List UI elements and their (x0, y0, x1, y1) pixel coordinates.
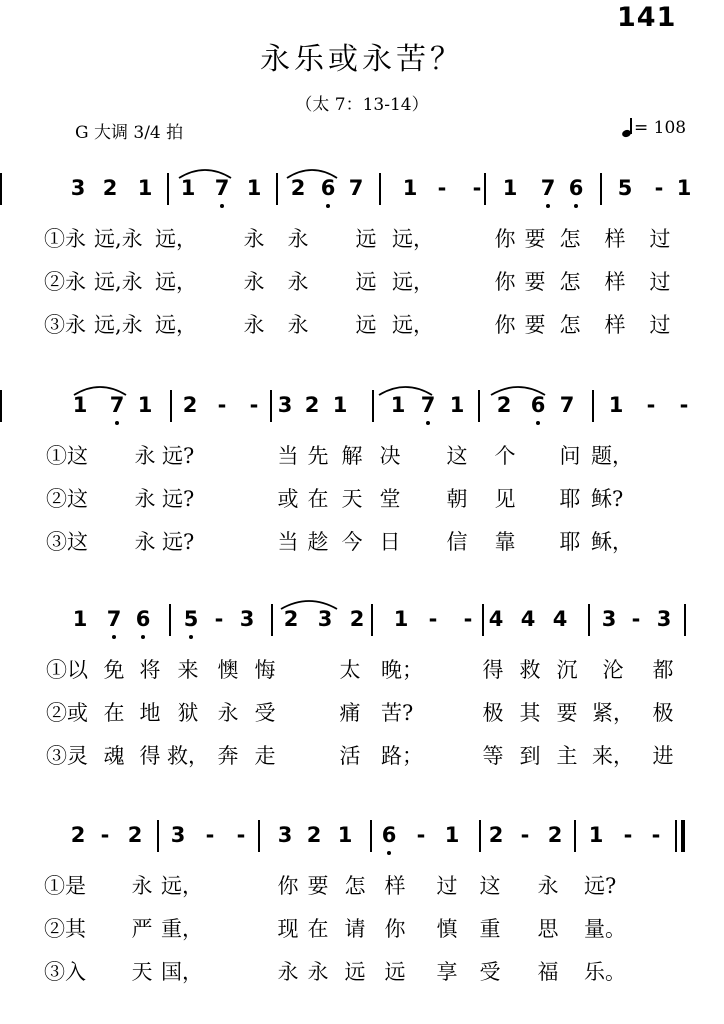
lyric-syllable: 怎 (344, 874, 366, 898)
slur (73, 382, 127, 404)
barline (675, 820, 677, 852)
lyric-syllable: 远， (392, 270, 434, 294)
lyric-syllable: 永 (243, 313, 265, 337)
barline (157, 820, 159, 852)
lyric-syllable: ③这 (46, 530, 88, 554)
note: 2 (496, 393, 512, 417)
hold-dash: - (249, 393, 259, 417)
note: 7 (559, 393, 575, 417)
slur (286, 165, 338, 187)
lyric-syllable: 到 (519, 744, 541, 768)
barline (588, 604, 590, 636)
lyric-syllable: 远 (355, 270, 377, 294)
lyric-syllable: 你 (277, 874, 299, 898)
lyric-line-2 (0, 913, 724, 941)
lyric-syllable: ③灵 (46, 744, 88, 768)
lyric-syllable: 先 (307, 444, 329, 468)
lyric-syllable: 在 (307, 487, 329, 511)
note: 3 (601, 607, 617, 631)
lyric-syllable: 永 (287, 270, 309, 294)
lyric-syllable: 远， (155, 313, 197, 337)
lyric-syllable: 在 (307, 917, 329, 941)
lyric-syllable: 这 (479, 874, 501, 898)
lyric-syllable: ②永 (44, 270, 86, 294)
low-octave-dot (326, 204, 330, 208)
barline (370, 820, 372, 852)
lyric-syllable: 极 (482, 701, 504, 725)
barline (379, 173, 381, 205)
low-octave-dot (426, 421, 430, 425)
lyric-syllable: 得 (482, 658, 504, 682)
note: 2 (127, 823, 143, 847)
lyric-syllable: 乐。 (584, 960, 626, 984)
lyric-line-2 (0, 266, 724, 294)
note: 3 (70, 176, 86, 200)
lyric-syllable: 或 (277, 487, 299, 511)
hold-dash: - (631, 607, 641, 631)
lyric-line-2 (0, 697, 724, 725)
lyric-syllable: 你 (494, 313, 516, 337)
lyric-syllable: 懊 (217, 658, 239, 682)
lyric-syllable: 你 (494, 270, 516, 294)
note: 4 (552, 607, 568, 631)
lyric-syllable: 稣， (591, 530, 633, 554)
note: 6 (568, 176, 584, 200)
notation-row (0, 604, 724, 644)
barline (684, 604, 686, 636)
lyric-syllable: 救 (519, 658, 541, 682)
lyric-syllable: 要 (524, 313, 546, 337)
lyric-line-3 (0, 740, 724, 768)
lyric-syllable: 当 (277, 444, 299, 468)
barline (270, 390, 272, 422)
lyric-syllable: 慎 (436, 917, 458, 941)
hold-dash: - (416, 823, 426, 847)
lyric-syllable: 过 (649, 313, 671, 337)
lyric-syllable: 走 (254, 744, 276, 768)
lyric-syllable: 奔 (217, 744, 239, 768)
note: 1 (588, 823, 604, 847)
hold-dash: - (463, 607, 473, 631)
lyric-syllable: 远， (392, 227, 434, 251)
lyric-syllable: 远 (384, 960, 406, 984)
barline (276, 173, 278, 205)
barline (600, 173, 602, 205)
lyric-syllable: 远， (155, 227, 197, 251)
note: 7 (540, 176, 556, 200)
note: 1 (137, 393, 153, 417)
barline (169, 604, 171, 636)
lyric-syllable: 日 (379, 530, 401, 554)
lyric-syllable: 在 (103, 701, 125, 725)
hold-dash: - (651, 823, 661, 847)
lyric-syllable: ②这 (46, 487, 88, 511)
lyric-line-1 (0, 440, 724, 468)
lyric-syllable: 远 (344, 960, 366, 984)
lyric-syllable: 太 (339, 658, 361, 682)
lyric-syllable: 重， (161, 917, 203, 941)
note: 1 (444, 823, 460, 847)
lyric-syllable: 过 (649, 227, 671, 251)
hold-dash: - (428, 607, 438, 631)
lyric-syllable: 堂 (379, 487, 401, 511)
slur (178, 165, 232, 187)
lyric-syllable: 远 (355, 313, 377, 337)
note: 2 (547, 823, 563, 847)
note: 2 (102, 176, 118, 200)
barline (170, 390, 172, 422)
barline (371, 604, 373, 636)
lyric-syllable: 等 (482, 744, 504, 768)
lyric-syllable: ③入 (44, 960, 86, 984)
note: 2 (290, 176, 306, 200)
lyric-syllable: ①以 (46, 658, 88, 682)
lyric-line-3 (0, 309, 724, 337)
note: 1 (676, 176, 692, 200)
lyric-syllable: 都 (652, 658, 674, 682)
barline (372, 390, 374, 422)
final-barline (681, 820, 685, 852)
lyric-line-3 (0, 526, 724, 554)
note: 1 (608, 393, 624, 417)
note: 1 (332, 393, 348, 417)
barline (574, 820, 576, 852)
barline (484, 173, 486, 205)
hold-dash: - (646, 393, 656, 417)
low-octave-dot (189, 635, 193, 639)
barline (167, 173, 169, 205)
lyric-syllable: 永 (134, 444, 156, 468)
note: 4 (488, 607, 504, 631)
note: 1 (72, 607, 88, 631)
note: 7 (106, 607, 122, 631)
lyric-syllable: 样 (604, 313, 626, 337)
quarter-note-icon (622, 118, 634, 138)
lyric-syllable: 耶 (559, 530, 581, 554)
low-octave-dot (141, 635, 145, 639)
note: 1 (246, 176, 262, 200)
note: 1 (449, 393, 465, 417)
tempo-value: = 108 (634, 118, 687, 138)
slur (378, 382, 433, 404)
low-octave-dot (574, 204, 578, 208)
lyric-syllable: 远， (155, 270, 197, 294)
lyric-syllable: 重 (479, 917, 501, 941)
lyric-syllable: 将 (139, 658, 161, 682)
lyric-syllable: 今 (341, 530, 363, 554)
hold-dash: - (100, 823, 110, 847)
hymn-number: 141 (617, 2, 677, 33)
lyric-syllable: 享 (436, 960, 458, 984)
lyric-syllable: 天 (131, 960, 153, 984)
lyric-syllable: 极 (652, 701, 674, 725)
lyric-syllable: 样 (384, 874, 406, 898)
lyric-syllable: 魂 (103, 744, 125, 768)
lyric-syllable: 请 (344, 917, 366, 941)
lyric-syllable: 过 (649, 270, 671, 294)
barline (482, 604, 484, 636)
lyric-syllable: 悔 (254, 658, 276, 682)
hold-dash: - (472, 176, 482, 200)
lyric-syllable: 苦? (381, 701, 414, 725)
lyric-syllable: 永 (277, 960, 299, 984)
lyric-syllable: 地 (139, 701, 161, 725)
lyric-syllable: 远 (355, 227, 377, 251)
lyric-syllable: 主 (556, 744, 578, 768)
lyric-syllable: ①永 (44, 227, 86, 251)
lyric-syllable: 朝 (446, 487, 468, 511)
lyric-syllable: 路； (381, 744, 423, 768)
note: 6 (135, 607, 151, 631)
lyric-syllable: 信 (446, 530, 468, 554)
lyric-syllable: 沉 (556, 658, 578, 682)
lyric-syllable: 远， (392, 313, 434, 337)
note: 5 (183, 607, 199, 631)
low-octave-dot (536, 421, 540, 425)
note: 2 (306, 823, 322, 847)
lyric-syllable: 思 (537, 917, 559, 941)
lyric-syllable: 样 (604, 270, 626, 294)
note: 3 (656, 607, 672, 631)
lyric-syllable: 你 (384, 917, 406, 941)
lyric-syllable: 样 (604, 227, 626, 251)
lyric-syllable: 活 (339, 744, 361, 768)
lyric-syllable: 过 (436, 874, 458, 898)
hold-dash: - (679, 393, 689, 417)
lyric-syllable: 永 (243, 270, 265, 294)
hold-dash: - (205, 823, 215, 847)
lyric-syllable: 稣? (591, 487, 624, 511)
lyric-syllable: 怎 (559, 313, 581, 337)
note: 3 (277, 393, 293, 417)
lyric-syllable: 来， (592, 744, 634, 768)
lyric-syllable: 个 (494, 444, 516, 468)
lyric-syllable: 要 (524, 270, 546, 294)
note: 2 (182, 393, 198, 417)
low-octave-dot (115, 421, 119, 425)
lyric-line-1 (0, 870, 724, 898)
lyric-syllable: 远? (162, 444, 195, 468)
note: 7 (214, 176, 230, 200)
low-octave-dot (546, 204, 550, 208)
hold-dash: - (437, 176, 447, 200)
lyric-syllable: 当 (277, 530, 299, 554)
lyric-syllable: 远,永 (94, 270, 143, 294)
note: 2 (304, 393, 320, 417)
note: 1 (393, 607, 409, 631)
note: 1 (402, 176, 418, 200)
slur (490, 382, 546, 404)
lyric-line-3 (0, 956, 724, 984)
barline (0, 173, 2, 205)
lyric-line-2 (0, 483, 724, 511)
lyric-syllable: 要 (556, 701, 578, 725)
lyric-line-1 (0, 223, 724, 251)
note: 5 (617, 176, 633, 200)
lyric-syllable: 远? (162, 487, 195, 511)
lyric-syllable: 远? (162, 530, 195, 554)
lyric-syllable: 永 (287, 313, 309, 337)
barline (479, 820, 481, 852)
lyric-syllable: 远? (584, 874, 617, 898)
lyric-syllable: 怎 (559, 227, 581, 251)
lyric-syllable: 天 (341, 487, 363, 511)
lyric-syllable: 解 (341, 444, 363, 468)
lyric-syllable: 来 (177, 658, 199, 682)
lyric-syllable: 远， (161, 874, 203, 898)
lyric-syllable: 要 (307, 874, 329, 898)
note: 2 (488, 823, 504, 847)
tempo-marking (622, 118, 686, 138)
note: 3 (170, 823, 186, 847)
note: 1 (180, 176, 196, 200)
lyric-syllable: 你 (494, 227, 516, 251)
note: 7 (420, 393, 436, 417)
notation-row (0, 173, 724, 213)
lyric-syllable: 远,永 (94, 227, 143, 251)
hold-dash: - (214, 607, 224, 631)
note: 1 (502, 176, 518, 200)
lyric-syllable: 永 (307, 960, 329, 984)
lyric-syllable: 要 (524, 227, 546, 251)
lyric-syllable: 严 (131, 917, 153, 941)
lyric-syllable: 狱 (177, 701, 199, 725)
note: 7 (109, 393, 125, 417)
lyric-syllable: 永 (287, 227, 309, 251)
lyric-syllable: 问 (559, 444, 581, 468)
lyric-syllable: 这 (446, 444, 468, 468)
note: 6 (381, 823, 397, 847)
note: 7 (348, 176, 364, 200)
barline (271, 604, 273, 636)
barline (0, 390, 2, 422)
hold-dash: - (654, 176, 664, 200)
hold-dash: - (236, 823, 246, 847)
lyric-syllable: 现 (277, 917, 299, 941)
lyric-syllable: 永 (131, 874, 153, 898)
lyric-syllable: 国， (161, 960, 203, 984)
low-octave-dot (112, 635, 116, 639)
lyric-syllable: 永 (134, 530, 156, 554)
note: 1 (390, 393, 406, 417)
hymn-title: 永乐或永苦？ (260, 42, 464, 77)
lyric-syllable: ②或 (46, 701, 88, 725)
lyric-syllable: ①这 (46, 444, 88, 468)
notation-row (0, 820, 724, 860)
lyric-syllable: 决 (379, 444, 401, 468)
hold-dash: - (623, 823, 633, 847)
note: 2 (70, 823, 86, 847)
low-octave-dot (220, 204, 224, 208)
note: 6 (530, 393, 546, 417)
lyric-syllable: ②其 (44, 917, 86, 941)
lyric-syllable: 其 (519, 701, 541, 725)
lyric-syllable: 趁 (307, 530, 329, 554)
hold-dash: - (217, 393, 227, 417)
barline (478, 390, 480, 422)
lyric-syllable: 永 (217, 701, 239, 725)
lyric-syllable: 靠 (494, 530, 516, 554)
barline (592, 390, 594, 422)
note: 3 (317, 607, 333, 631)
note: 3 (239, 607, 255, 631)
notation-row (0, 390, 724, 430)
key-time-signature: G 大调 3/4 拍 (75, 123, 184, 143)
low-octave-dot (387, 851, 391, 855)
lyric-syllable: 痛 (339, 701, 361, 725)
lyric-syllable: 福 (537, 960, 559, 984)
note: 1 (72, 393, 88, 417)
lyric-syllable: 永 (243, 227, 265, 251)
lyric-syllable: 永 (134, 487, 156, 511)
note: 4 (520, 607, 536, 631)
lyric-syllable: 耶 (559, 487, 581, 511)
lyric-syllable: ①是 (44, 874, 86, 898)
note: 6 (320, 176, 336, 200)
lyric-syllable: 紧， (592, 701, 634, 725)
lyric-syllable: 晚； (381, 658, 423, 682)
scripture-reference: （太 7：13-14） (295, 95, 429, 115)
note: 1 (137, 176, 153, 200)
note: 2 (349, 607, 365, 631)
slur (280, 596, 338, 618)
lyric-syllable: 救， (167, 744, 209, 768)
note: 2 (283, 607, 299, 631)
lyric-syllable: 题， (591, 444, 633, 468)
barline (258, 820, 260, 852)
hold-dash: - (520, 823, 530, 847)
lyric-syllable: 受 (254, 701, 276, 725)
lyric-syllable: 远,永 (94, 313, 143, 337)
lyric-syllable: 量。 (584, 917, 626, 941)
note: 1 (337, 823, 353, 847)
lyric-syllable: 免 (103, 658, 125, 682)
lyric-syllable: 怎 (559, 270, 581, 294)
lyric-syllable: 沦 (602, 658, 624, 682)
lyric-syllable: ③永 (44, 313, 86, 337)
lyric-syllable: 进 (652, 744, 674, 768)
note: 3 (277, 823, 293, 847)
lyric-syllable: 受 (479, 960, 501, 984)
lyric-syllable: 得 (139, 744, 161, 768)
lyric-line-1 (0, 654, 724, 682)
lyric-syllable: 永 (537, 874, 559, 898)
lyric-syllable: 见 (494, 487, 516, 511)
